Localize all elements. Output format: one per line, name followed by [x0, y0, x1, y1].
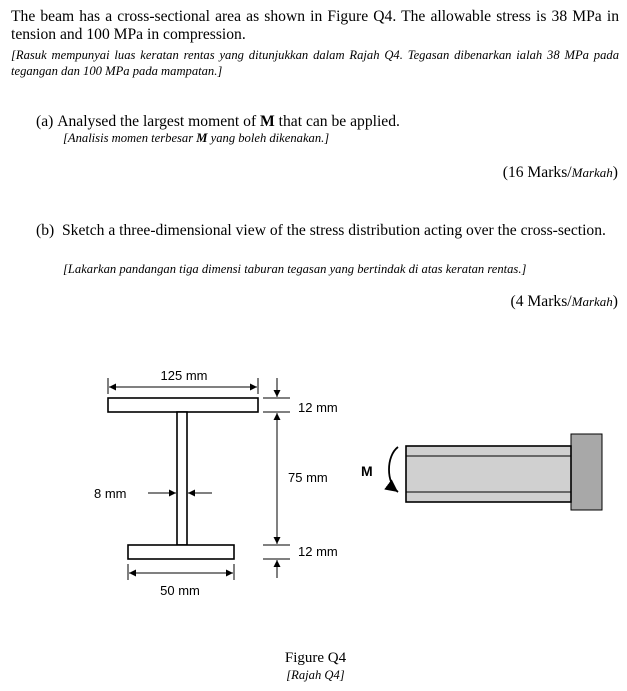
dim-top-flange-width	[108, 368, 258, 394]
moment-arrow-icon	[389, 447, 398, 492]
question-a-text-post: that can be applied.	[274, 113, 400, 130]
web	[177, 412, 187, 545]
question-a-marks-en: (16 Marks/	[502, 164, 572, 181]
question-a-label: (a)	[36, 113, 54, 130]
dim-125-label: 125 mm	[160, 368, 208, 383]
dim-50-label: 50 mm	[160, 583, 200, 598]
question-a-moment-symbol: M	[260, 113, 275, 130]
beam-side-view	[361, 434, 602, 510]
bottom-flange	[128, 545, 234, 559]
question-a-malay-moment-symbol: M	[196, 131, 208, 145]
dim-12-bottom-label: 12 mm	[298, 544, 338, 559]
problem-statement-malay: [Rasuk mempunyai luas keratan rentas yang ditunjukkan dalam Rajah Q4. Tegasan dibenarkan ialah 38 MPa pada tegangan dan 100 MPa pada mampatan.]	[11, 48, 619, 78]
question-b-marks-en: (4 Marks/	[510, 293, 572, 310]
dim-bottom-flange-width	[128, 564, 234, 598]
moment-label: M	[361, 463, 373, 479]
dim-12-top-label: 12 mm	[298, 400, 338, 415]
beam-body	[406, 446, 571, 502]
dim-vertical-chain	[263, 378, 338, 578]
problem-statement: The beam has a cross-sectional area as shown in Figure Q4. The allowable stress is 38 MPa in tension and 100 MPa in compression.	[11, 8, 619, 43]
top-flange	[108, 398, 258, 412]
question-b-malay: [Lakarkan pandangan tiga dimensi taburan tegasan yang bertindak di atas keratan rentas.]	[63, 262, 527, 276]
dim-8-label: 8 mm	[94, 486, 127, 501]
question-a-marks-close: )	[612, 164, 618, 181]
question-b-marks-ms: Markah	[571, 294, 613, 309]
i-beam-cross-section	[108, 398, 258, 559]
fixed-wall	[571, 434, 602, 510]
figure-caption: Figure Q4	[284, 650, 347, 666]
question-a-malay-pre: [Analisis momen terbesar	[63, 131, 197, 145]
question-b-marks-close: )	[612, 293, 618, 310]
question-b-text: Sketch a three-dimensional view of the stress distribution acting over the cross-section.	[62, 222, 606, 239]
dim-web-thickness	[94, 486, 212, 501]
question-a-text-pre: Analysed the largest moment of	[57, 113, 261, 130]
figure-caption-malay: [Rajah Q4]	[286, 668, 345, 682]
question-a-malay-post: yang boleh dikenakan.]	[207, 131, 330, 145]
question-b-label: (b)	[36, 222, 55, 239]
question-a-marks-ms: Markah	[571, 165, 613, 180]
dim-75-label: 75 mm	[288, 470, 328, 485]
